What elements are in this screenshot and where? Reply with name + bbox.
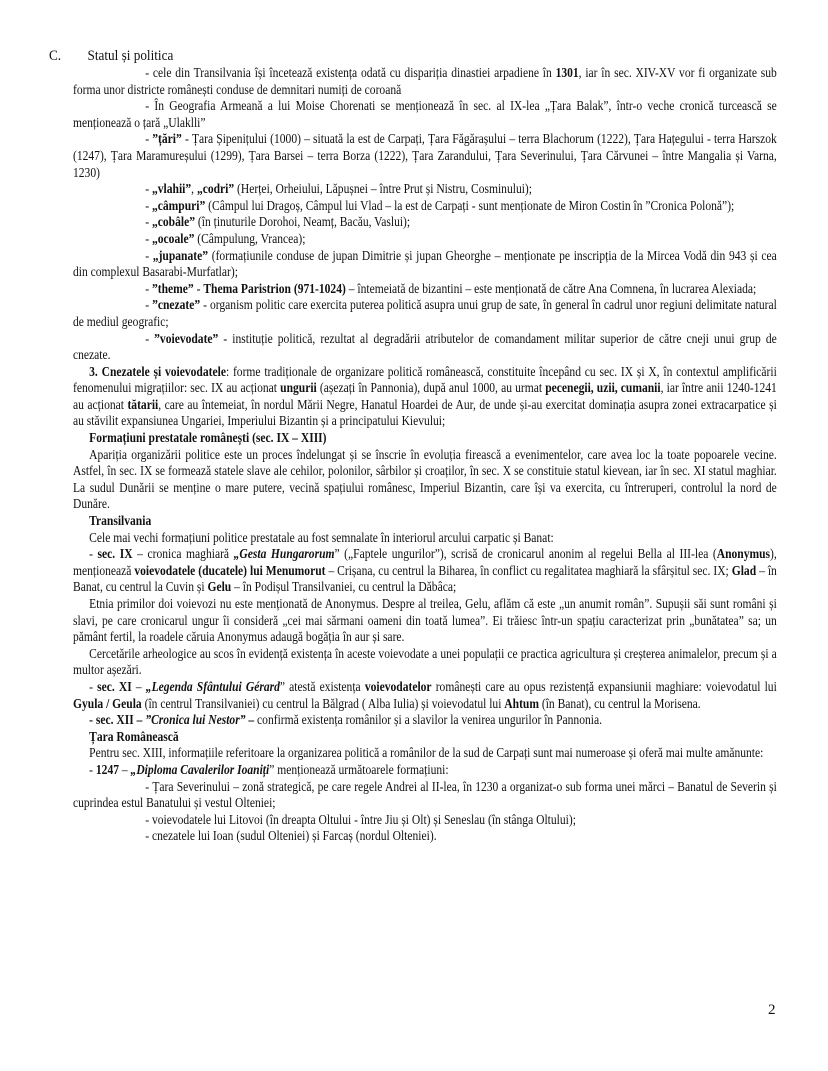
text-run: -	[145, 247, 153, 263]
emphasis-text: Gyula / Geula	[73, 695, 142, 711]
text-run: confirmă existența românilor și a slavilor la venirea ungurilor în Pannonia.	[254, 712, 602, 728]
paragraph	[73, 596, 777, 646]
text-run: – în Banat, cu centrul la Cuvin și	[73, 562, 777, 595]
text-run: – în Podișul Transilvaniei, cu centrul la Dăbâca;	[231, 579, 457, 595]
emphasis-text: „cobâle”	[151, 214, 196, 230]
emphasis-text: ”cnezate”	[152, 297, 201, 313]
text-run: Transilvania	[89, 513, 152, 529]
paragraph	[73, 297, 777, 330]
section-heading	[49, 48, 173, 65]
paragraph	[73, 679, 777, 712]
emphasis-text: Thema Paristrion (971-1024)	[203, 280, 346, 296]
emphasis-text: 3. Cnezatele și voievodatele	[89, 363, 226, 379]
text-run: –	[119, 761, 131, 777]
section-title: Statul și politica	[87, 48, 174, 64]
emphasis-text: ”Cronica lui Nestor”	[145, 712, 246, 728]
text-run: (Câmpulung, Vrancea);	[194, 230, 306, 246]
paragraph	[73, 745, 777, 762]
text-run: (formațiunile conduse de jupan Dimitrie și jupan Gheorghe – menționate pe inscripția de la Mircea Vodă din 943 și cea din complexul Basarabi-Murfatlar);	[73, 247, 777, 280]
sub-list-item	[73, 779, 777, 812]
text-run: ), menționează	[73, 546, 777, 578]
text-run: - Țara Șipenițului (1000) – situată la est de Carpați, Țara Făgărașului – terra Blachorum (1222), Țara Hațegului - terra Harszok (1247), Țara Maramureșului (1299), Țara Barsei – terra Borza (1222), Țara Zarandului, Țara Severinului, Țara Cărvunei – între Mangalia și Varna, 1230)	[73, 131, 777, 180]
text-run: : forme tradiționale de organizare politică românească, constituite începând cu sec. IX și X, în contextul amplificării fenomenului migrațiilor: sec. IX au acționat	[73, 363, 777, 396]
emphasis-text: Ahtum	[504, 695, 539, 711]
emphasis-text: ”theme”	[151, 280, 194, 296]
paragraph	[73, 181, 777, 198]
paragraph	[73, 447, 777, 513]
emphasis-text: Anonymus	[716, 546, 771, 562]
text-run: românești care au opus rezistență expansiunii maghiare: voievodatul lui	[431, 678, 777, 694]
text-run: -	[145, 330, 155, 346]
emphasis-text: voievodatelor	[364, 678, 432, 694]
paragraph	[73, 65, 777, 98]
text-run: -	[145, 197, 152, 213]
text-run: Etnia primilor doi voievozi nu este menționată de Anonymus. Despre al treilea, Gelu, aflăm că este „un anumit român”. Supușii săi sunt români și slavi, pe care cronicarul ungur îi consideră „cei mai sărmani oameni din toată lumea”. Ei trăiesc într-un spațiu caracterizat prin „bunătatea” sa; un pământ fertil, la roadele căruia Anonymus adaugă bogăția în aur și sare.	[73, 596, 777, 645]
text-run: – întemeiată de bizantini – este menționată de către Ana Comnena, în lucrarea Alexiada;	[345, 280, 757, 296]
text-run: ” atestă existența	[279, 678, 365, 694]
text-run: -	[145, 131, 153, 147]
emphasis-text: Glad	[731, 562, 757, 578]
emphasis-text: ”țări”	[152, 131, 182, 147]
emphasis-text: „ocoale”	[151, 230, 195, 246]
emphasis-text: ungurii	[280, 380, 317, 396]
paragraph	[73, 198, 777, 215]
subheading	[73, 513, 777, 530]
text-run: Formațiuni prestatale românești (sec. IX – XIII)	[89, 430, 327, 446]
emphasis-text: „jupanate”	[152, 247, 209, 263]
paragraph	[73, 98, 777, 131]
text-run: - Țara Severinului – zonă strategică, pe care regele Andrei al II-lea, în 1230 a organizat-o sub forma unei mărci – Banatul de Severin și cuprindea estul Banatului și vestul Olteniei;	[73, 778, 777, 811]
text-run: (în centrul Transilvaniei) cu centrul la Bălgrad ( Alba Iulia) și voievodatul lui	[141, 695, 505, 711]
subheading	[73, 729, 777, 746]
paragraph	[73, 248, 777, 281]
paragraph	[73, 646, 777, 679]
emphasis-text: „Legenda Sfântului Gérard	[145, 678, 280, 694]
paragraph	[73, 281, 777, 298]
emphasis-text: –	[245, 712, 255, 728]
text-run: -	[145, 280, 152, 296]
paragraph	[73, 131, 777, 181]
document-body	[73, 65, 777, 845]
emphasis-text: Gelu	[207, 579, 232, 595]
emphasis-text: - sec. XII –	[89, 712, 146, 728]
text-run: Țara Românească	[89, 728, 179, 744]
text-run: - instituție politică, rezultat al degradării atributelor de comandament militar superior de către cneji unui grup de cnezate.	[73, 330, 777, 363]
paragraph	[73, 364, 777, 430]
text-run: -	[89, 678, 98, 694]
text-run: , care au întemeiat, în nordul Mării Negre, Hanatul Hoardei de Aur, de unde și-au exercitat dominația asupra zonei extracarpatice și au stăvilit expansiunea Ungariei, Imperiului Bizantin și a principatului Kievului;	[73, 396, 777, 429]
text-run: -	[193, 280, 204, 296]
subheading	[73, 430, 777, 447]
text-run: -	[145, 297, 153, 313]
emphasis-text: „Gesta Hungarorum	[233, 546, 335, 562]
text-run: -	[145, 230, 152, 246]
text-run: -	[89, 761, 96, 777]
emphasis-text: sec. XI	[97, 678, 132, 694]
text-run: (Câmpul lui Dragoș, Câmpul lui Vlad – la est de Carpați - sunt menționate de Miron Costin în ”Cronica Polonă”);	[205, 197, 735, 213]
text-run: , iar între anii 1240-1241 au acționat	[73, 380, 777, 412]
text-run: ,	[191, 181, 197, 197]
text-run: -	[145, 181, 152, 197]
emphasis-text: 1301	[555, 65, 579, 80]
paragraph	[73, 214, 777, 231]
text-run: Pentru sec. XIII, informațiile referitoare la organizarea politică a românilor de la sud de Carpați sunt mai numeroase și oferă mai multe amănunte:	[89, 745, 764, 761]
text-run: (Herței, Orheiului, Lăpușnei – între Prut și Nistru, Cosminului);	[234, 181, 532, 197]
text-run: – Crișana, cu centrul la Biharea, în conflict cu regalitatea maghiară la sfârșitul sec. IX;	[325, 562, 732, 578]
text-run: Cele mai vechi formațiuni politice prestatale au fost semnalate în interiorul arcului carpatic și Banat:	[89, 529, 554, 545]
emphasis-text: ”voievodate”	[154, 330, 219, 346]
paragraph	[73, 231, 777, 248]
emphasis-text: sec. IX	[97, 546, 133, 562]
paragraph	[73, 762, 777, 779]
paragraph	[73, 546, 777, 596]
paragraph	[73, 331, 777, 364]
text-run: ” („Faptele ungurilor”), scrisă de cronicarul anonim al regelui Bella al III-lea (	[334, 546, 717, 562]
emphasis-text: „codri”	[196, 181, 235, 197]
emphasis-text: „câmpuri”	[151, 197, 206, 213]
text-run: -	[145, 214, 152, 230]
paragraph	[73, 530, 777, 547]
emphasis-text: 1247	[95, 761, 120, 777]
section-letter: C.	[49, 48, 62, 64]
text-run: (așezați în Pannonia), după anul 1000, au urmat	[316, 380, 546, 396]
text-run: - cnezatele lui Ioan (sudul Olteniei) și Farcaș (nordul Olteniei).	[145, 828, 437, 844]
text-run: - cele din Transilvania își încetează existența odată cu dispariția dinastiei arpadiene în	[145, 65, 556, 80]
text-run: , iar în sec. XIV-XV vor fi organizate sub forma unor districte românești conduse de demnitari numiți de coroană	[73, 65, 777, 97]
text-run: Cercetările arheologice au scos în evidență existența în aceste voievodate a unei populații ce practica agricultura și creșterea animalelor, precum și a multor așezări.	[73, 645, 777, 678]
text-run: - voievodatele lui Litovoi (în dreapta Oltului - între Jiu și Olt) și Seneslau (în stânga Oltului);	[145, 811, 576, 827]
text-run: – cronica maghiară	[132, 546, 234, 562]
sub-list-item	[73, 828, 777, 845]
text-run: - organism politic care exercita puterea politică asupra unui grup de sate, în general în cadrul unor regiuni delimitate natural de mediul geografic;	[73, 297, 777, 329]
page-number: 2	[768, 1002, 776, 1018]
text-run: - În Geografia Armeană a lui Moise Chorenati se menționează în sec. al IX-lea „Țara Balak”, într-o veche cronică turcească se menționează o țară „Ulaklli”	[73, 98, 777, 130]
text-run: Apariția organizării politice este un proces îndelungat și se înscrie în evoluția firească a evenimentelor, care avea loc la toate popoarele vecine. Astfel, în sec. IX se formează statele slave ale cehilor, polonilor, sârbilor și croaților, în sec. X se constituie statul kievean, iar în sec. XI statul maghiar. La sudul Dunării se menține o mare putere, vecină spațiului românesc, Imperiul Bizantin, care își va exercita, cu întreruperi, controlul la nord de Dunăre.	[73, 446, 777, 512]
paragraph	[73, 712, 777, 729]
sub-list-item	[73, 812, 777, 829]
text-run: –	[131, 678, 146, 694]
emphasis-text: voievodatele (ducatele) lui Menumorut	[134, 562, 326, 578]
emphasis-text: tătarii	[127, 396, 159, 412]
text-run: (în Banat), cu centrul la Morisena.	[538, 695, 701, 711]
text-run: ” menționează următoarele formațiuni:	[269, 761, 449, 777]
emphasis-text: „vlahii”	[151, 181, 192, 197]
emphasis-text: „Diploma Cavalerilor Ioaniți	[130, 761, 270, 777]
emphasis-text: pecenegii, uzii, cumanii	[545, 380, 661, 396]
text-run: (în ținuturile Dorohoi, Neamț, Bacău, Vaslui);	[195, 214, 411, 230]
text-run: -	[89, 546, 98, 562]
